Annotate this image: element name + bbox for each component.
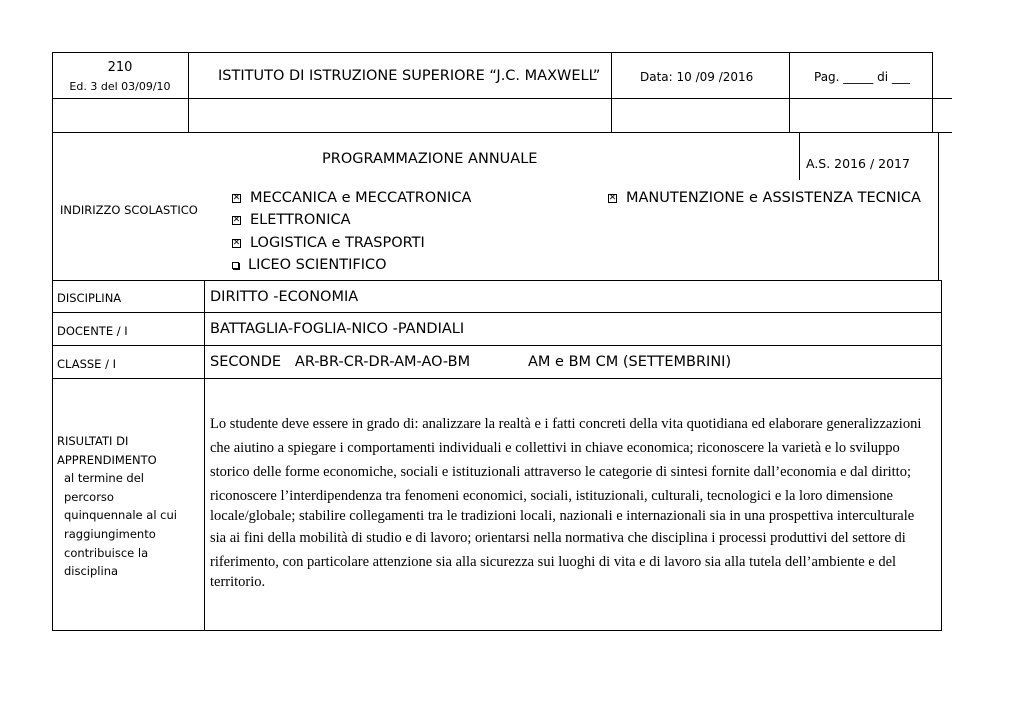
- option-label: LICEO SCIENTIFICO: [248, 257, 387, 273]
- doc-number: 210: [107, 60, 133, 75]
- checked-box-icon[interactable]: ✕: [608, 192, 617, 203]
- risultati-text: [210, 412, 938, 594]
- option-elettronica[interactable]: [232, 212, 351, 228]
- risultati-text-line: storico delle forme economiche, sociali e istituzionali attraverso le categorie di sintesi fornite dall’economia e dal diritto;: [210, 464, 911, 480]
- risultati-text-line: locale/globale; stabilire collegamenti tra le tradizioni locali, nazionali e internazionali sia in una prospettiva interculturale: [210, 508, 915, 524]
- option-meccanica[interactable]: [232, 190, 471, 206]
- option-label: LOGISTICA e TRASPORTI: [250, 235, 425, 251]
- risultati-text-line: riconoscere l’interdipendenza tra fenomeni economici, sociali, istituzionali, culturali, tecnologici e la loro dimensione: [210, 488, 893, 504]
- docente-value: BATTAGLIA-FOGLIA-NICO -PANDIALI: [210, 321, 465, 337]
- risultati-label-line: APPRENDIMENTO: [57, 452, 157, 467]
- indirizzo-label: INDIRIZZO SCOLASTICO: [60, 203, 198, 217]
- disciplina-label: DISCIPLINA: [57, 291, 122, 305]
- classe-label: CLASSE / I: [57, 357, 117, 371]
- docente-label: DOCENTE / I: [57, 324, 128, 338]
- risultati-text-line: sia ai fini della mobilità di studio e di lavoro; orientarsi nella normativa che disciplina i processi produttivi del settore di: [210, 530, 906, 546]
- unchecked-box-icon[interactable]: [232, 262, 239, 269]
- risultati-label-line: disciplina: [64, 564, 119, 579]
- option-logistica[interactable]: [232, 235, 425, 251]
- option-manutenzione[interactable]: [608, 190, 921, 206]
- risultati-label-line: contribuisce la: [64, 545, 149, 560]
- checked-box-icon[interactable]: ✕: [232, 214, 241, 225]
- school-year: A.S. 2016 / 2017: [806, 156, 910, 171]
- risultati-label-line: percorso: [64, 489, 114, 504]
- risultati-text-line: Lo studente deve essere in grado di: analizzare la realtà e i fatti concreti della vita quotidiana ed elaborare generalizzazioni: [210, 416, 922, 432]
- checked-box-icon[interactable]: ✕: [232, 192, 241, 203]
- risultati-label-line: RISULTATI DI: [57, 434, 129, 448]
- option-label: ELETTRONICA: [250, 212, 351, 228]
- institute-name: ISTITUTO DI ISTRUZIONE SUPERIORE “J.C. MAXWELL”: [218, 68, 601, 84]
- risultati-label-line: al termine del: [64, 471, 144, 486]
- option-label: MANUTENZIONE e ASSISTENZA TECNICA: [626, 190, 921, 206]
- risultati-label-line: raggiungimento: [64, 526, 156, 541]
- risultati-text-line: territorio.: [210, 574, 266, 590]
- date-label: Data: 10 /09 /2016: [640, 70, 754, 84]
- classe-value: SECONDE AR-BR-CR-DR-AM-AO-BM: [210, 354, 471, 370]
- classe-value-extra: AM e BM CM (SETTEMBRINI): [528, 354, 732, 370]
- edition-label: Ed. 3 del 03/09/10: [69, 80, 171, 93]
- checked-box-icon[interactable]: ✕: [232, 237, 241, 248]
- option-label: MECCANICA e MECCATRONICA: [250, 190, 472, 206]
- risultati-label: [57, 432, 177, 581]
- disciplina-value: DIRITTO -ECONOMIA: [210, 289, 359, 305]
- programmazione-title: PROGRAMMAZIONE ANNUALE: [322, 151, 538, 167]
- risultati-text-line: che aiutino a spiegare i comportamenti individuali e collettivi in chiave economica; riconoscere la varietà e lo sviluppo: [210, 440, 900, 456]
- risultati-label-line: quinquennale al cui: [64, 508, 177, 523]
- page-label: Pag. _____ di ___: [814, 70, 910, 84]
- risultati-text-line: riferimento, con particolare attenzione sia alla sicurezza sui luoghi di vita e di lavoro sia alla tutela dell’ambiente e del: [210, 554, 897, 570]
- option-liceo[interactable]: [232, 257, 387, 273]
